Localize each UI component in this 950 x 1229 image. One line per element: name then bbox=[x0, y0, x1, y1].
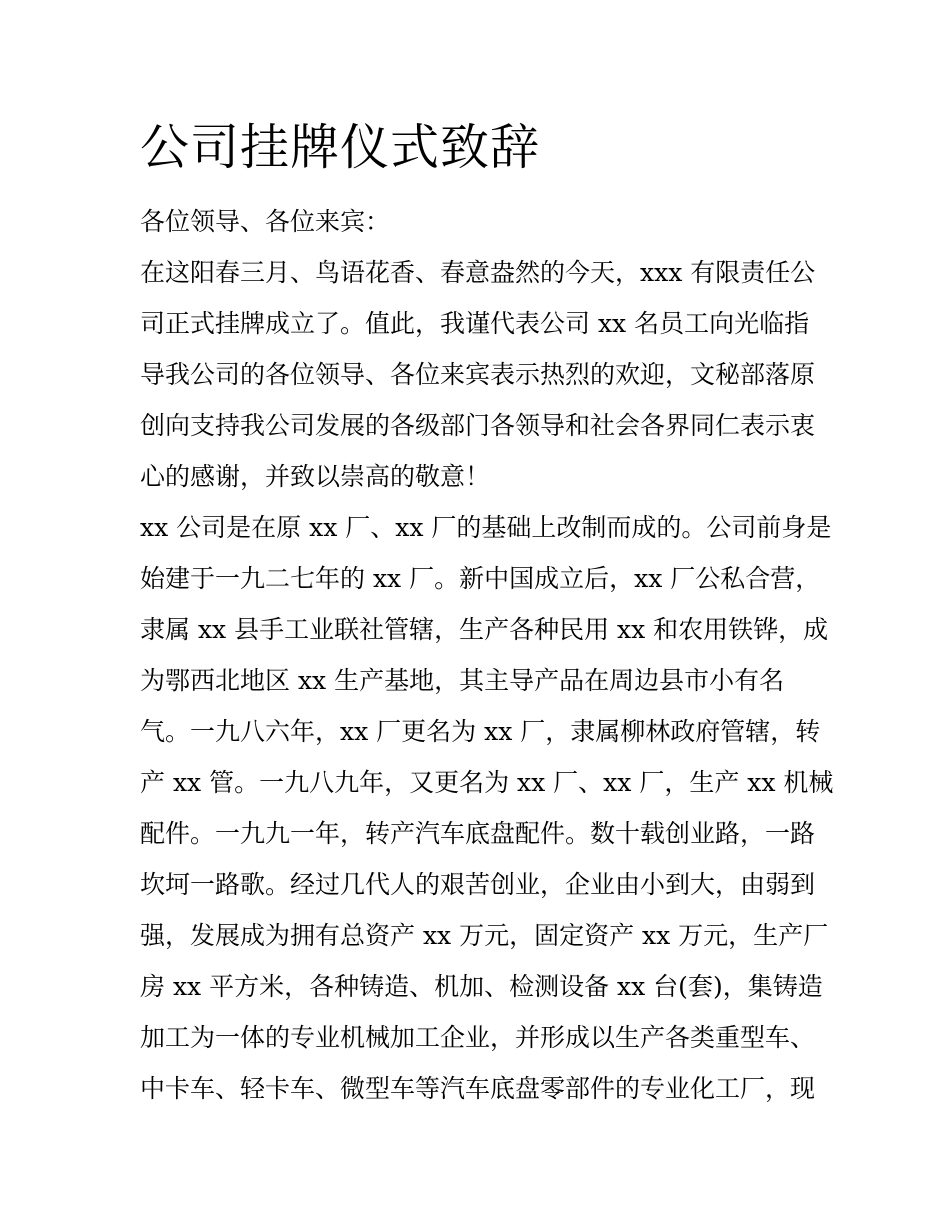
body-line: xx 公司是在原 xx 厂、xx 厂的基础上改制而成的。公司前身是 bbox=[140, 513, 832, 542]
document-title: 公司挂牌仪式致辞 bbox=[140, 119, 541, 176]
body-line: 坎坷一路歌。经过几代人的艰苦创业，企业由小到大，由弱到 bbox=[140, 870, 816, 899]
body-line: 为鄂西北地区 xx 生产基地，其主导产品在周边县市小有名 bbox=[140, 666, 785, 695]
body-line: 中卡车、轻卡车、微型车等汽车底盘零部件的专业化工厂，现 bbox=[140, 1074, 816, 1103]
body-line: 始建于一九二七年的 xx 厂。新中国成立后，xx 厂公私合营， bbox=[140, 564, 821, 593]
body-line: 隶属 xx 县手工业联社管辖，生产各种民用 xx 和农用铁铧，成 bbox=[140, 615, 829, 644]
body-line: 加工为一体的专业机械加工企业，并形成以生产各类重型车、 bbox=[140, 1023, 816, 1052]
body-line: 导我公司的各位领导、各位来宾表示热烈的欢迎，文秘部落原 bbox=[140, 360, 816, 389]
body-line: 创向支持我公司发展的各级部门各领导和社会各界同仁表示衷 bbox=[140, 411, 816, 440]
salutation-line: 各位领导、各位来宾： bbox=[140, 207, 391, 236]
body-line: 产 xx 管。一九八九年，又更名为 xx 厂、xx 厂，生产 xx 机械 bbox=[140, 768, 834, 797]
body-line: 强，发展成为拥有总资产 xx 万元，固定资产 xx 万元，生产厂 bbox=[140, 921, 829, 950]
body-line: 在这阳春三月、鸟语花香、春意盎然的今天，xxx 有限责任公 bbox=[140, 258, 816, 287]
body-line: 房 xx 平方米，各种铸造、机加、检测设备 xx 台(套)，集铸造 bbox=[140, 972, 823, 1001]
body-line: 心的感谢，并致以崇高的敬意！ bbox=[140, 462, 491, 491]
body-line: 司正式挂牌成立了。值此，我谨代表公司 xx 名员工向光临指 bbox=[140, 309, 810, 338]
body-line: 气。一九八六年，xx 厂更名为 xx 厂，隶属柳林政府管辖，转 bbox=[140, 717, 821, 746]
body-line: 配件。一九九一年，转产汽车底盘配件。数十载创业路，一路 bbox=[140, 819, 816, 848]
